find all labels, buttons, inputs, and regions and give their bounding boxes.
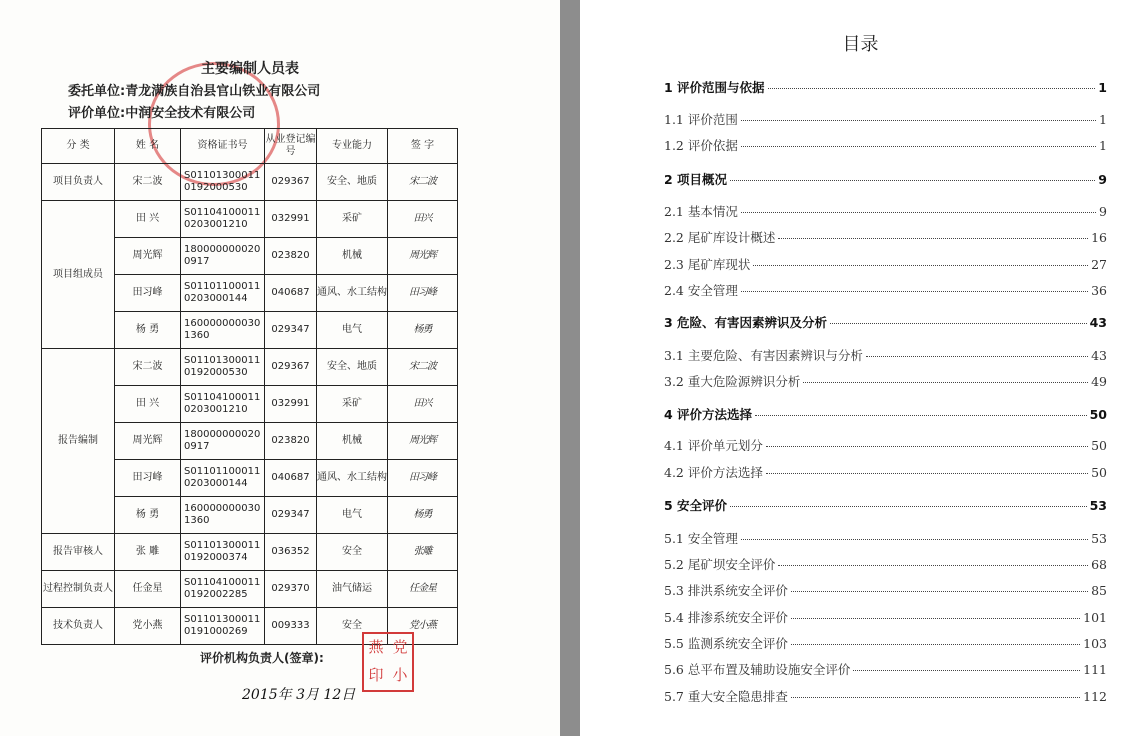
toc-page-number: 36 (1091, 283, 1107, 298)
toc-page-number: 16 (1091, 230, 1107, 245)
signature-cell: 田兴 (388, 386, 458, 423)
reg-cell: 029347 (265, 497, 317, 534)
toc-page-number: 53 (1091, 531, 1107, 546)
skill-cell: 采矿 (317, 201, 388, 238)
table-row (42, 201, 458, 238)
toc-item-title: 5 安全评价 (664, 498, 728, 513)
header-name: 姓 名 (115, 129, 181, 164)
skill-cell: 电气 (317, 497, 388, 534)
toc-leader-dots (741, 212, 1096, 213)
category-cell: 项目负责人 (42, 164, 115, 201)
toc-leader-dots (778, 238, 1088, 239)
toc-item-title: 5.7 重大安全隐患排查 (664, 689, 788, 704)
toc-item-title: 5.6 总平布置及辅助设施安全评价 (664, 662, 851, 677)
reg-cell: 023820 (265, 238, 317, 275)
skill-cell: 安全 (317, 534, 388, 571)
cert-cell: S011013000110192000374 (181, 534, 265, 571)
category-cell: 项目组成员 (42, 201, 115, 349)
cert-cell: S011041000110203001210 (181, 201, 265, 238)
name-cell: 杨 勇 (115, 497, 181, 534)
header-cert: 资格证书号 (181, 129, 265, 164)
toc-item[interactable] (664, 529, 1107, 547)
skill-cell: 采矿 (317, 386, 388, 423)
reg-cell: 029347 (265, 312, 317, 349)
reg-cell: 009333 (265, 608, 317, 645)
toc-leader-dots (741, 291, 1088, 292)
cert-cell: S011013000110192000530 (181, 164, 265, 201)
toc-page-number: 27 (1091, 257, 1107, 272)
skill-cell: 通风、水工结构 (317, 275, 388, 312)
toc-item[interactable] (664, 463, 1107, 481)
signature-cell: 宋二波 (388, 164, 458, 201)
cert-cell: 1800000000200917 (181, 238, 265, 275)
table-row (42, 534, 458, 571)
toc-page-number: 43 (1089, 315, 1107, 330)
toc-page-number: 1 (1099, 138, 1107, 153)
toc-item[interactable] (664, 608, 1107, 626)
toc-item-title: 5.5 监测系统安全评价 (664, 636, 788, 651)
footer-label: 评价机构负责人(签章): (200, 651, 324, 665)
name-cell: 任金星 (115, 571, 181, 608)
client-label: 委托单位: (68, 84, 126, 99)
skill-cell: 安全、地质 (317, 164, 388, 201)
seal-char: 党 (392, 638, 408, 656)
name-cell: 田习峰 (115, 275, 181, 312)
signature-cell: 杨勇 (388, 497, 458, 534)
toc-item-title: 2 项目概况 (664, 172, 728, 187)
reg-cell: 029370 (265, 571, 317, 608)
toc-leader-dots (791, 591, 1088, 592)
name-cell: 田 兴 (115, 201, 181, 238)
toc-item[interactable] (664, 110, 1107, 128)
toc-item[interactable] (664, 255, 1107, 273)
header-reg: 从业登记编号 (265, 129, 317, 164)
toc-item-title: 1 评价范围与依据 (664, 80, 765, 95)
toc-leader-dots (755, 415, 1087, 416)
toc-item-title: 1.1 评价范围 (664, 112, 738, 127)
reg-cell: 029367 (265, 349, 317, 386)
toc-heading[interactable] (664, 313, 1107, 331)
name-cell: 张 雕 (115, 534, 181, 571)
toc-leader-dots (730, 180, 1095, 181)
page-gap (560, 0, 580, 736)
page-title: 主要编制人员表 (201, 61, 299, 77)
category-cell: 报告审核人 (42, 534, 115, 571)
cert-cell: 1800000000200917 (181, 423, 265, 460)
toc-page-number: 85 (1091, 583, 1107, 598)
toc-item[interactable] (664, 555, 1107, 573)
skill-cell: 油气储运 (317, 571, 388, 608)
toc-item[interactable] (664, 634, 1107, 652)
evaluator-value: 中润安全技术有限公司 (125, 106, 256, 121)
toc-item-title: 4 评价方法选择 (664, 407, 753, 422)
skill-cell: 通风、水工结构 (317, 460, 388, 497)
cert-cell: 1600000000301360 (181, 312, 265, 349)
signature-cell: 宋二波 (388, 349, 458, 386)
toc-page-number: 53 (1089, 498, 1107, 513)
client-value: 青龙满族自治县官山铁业有限公司 (125, 84, 321, 99)
name-cell: 田 兴 (115, 386, 181, 423)
toc-item[interactable] (664, 687, 1107, 705)
toc-item[interactable] (664, 372, 1107, 390)
name-cell: 宋二波 (115, 164, 181, 201)
cert-cell: S011013000110191000269 (181, 608, 265, 645)
reg-cell: 032991 (265, 386, 317, 423)
toc-item-title: 5.1 安全管理 (664, 531, 738, 546)
evaluator-line (68, 102, 255, 121)
toc-page-number: 49 (1091, 374, 1107, 389)
staff-page (0, 0, 560, 736)
toc-leader-dots (741, 120, 1096, 121)
toc-page-number: 101 (1083, 610, 1107, 625)
toc-leader-dots (791, 644, 1080, 645)
reg-cell: 036352 (265, 534, 317, 571)
toc-page-number: 1 (1099, 112, 1107, 127)
name-cell: 田习峰 (115, 460, 181, 497)
reg-cell: 023820 (265, 423, 317, 460)
signature-cell: 田兴 (388, 201, 458, 238)
reg-cell: 040687 (265, 275, 317, 312)
signature-cell: 周光辉 (388, 238, 458, 275)
toc-leader-dots (766, 473, 1088, 474)
toc-item-title: 2.3 尾矿库现状 (664, 257, 751, 272)
name-cell: 党小燕 (115, 608, 181, 645)
header-signature: 签 字 (388, 129, 458, 164)
toc-leader-dots (741, 146, 1096, 147)
toc-page-number: 111 (1083, 662, 1107, 677)
cert-cell: S011011000110203000144 (181, 460, 265, 497)
toc-page-number: 112 (1083, 689, 1107, 704)
toc-leader-dots (741, 539, 1088, 540)
toc-item[interactable] (664, 228, 1107, 246)
seal-char: 印 (368, 666, 384, 684)
sign-date: 2015年 3月 12日 (242, 687, 356, 703)
header-category: 分 类 (42, 129, 115, 164)
skill-cell: 机械 (317, 423, 388, 460)
name-cell: 周光辉 (115, 238, 181, 275)
personal-seal (362, 632, 414, 692)
category-cell: 报告编制 (42, 349, 115, 534)
cert-cell: S011041000110203001210 (181, 386, 265, 423)
toc-leader-dots (778, 565, 1088, 566)
toc-page-number: 50 (1089, 407, 1107, 422)
toc-item-title: 5.3 排洪系统安全评价 (664, 583, 788, 598)
toc-item-title: 5.4 排渗系统安全评价 (664, 610, 788, 625)
name-cell: 杨 勇 (115, 312, 181, 349)
toc-page-number: 50 (1091, 465, 1107, 480)
toc-item-title: 5.2 尾矿坝安全评价 (664, 557, 776, 572)
category-cell: 过程控制负责人 (42, 571, 115, 608)
toc-leader-dots (791, 618, 1080, 619)
name-cell: 宋二波 (115, 349, 181, 386)
toc-leader-dots (730, 506, 1087, 507)
toc-page-number: 1 (1098, 80, 1107, 95)
toc-item-title: 1.2 评价依据 (664, 138, 738, 153)
toc-page-number: 9 (1098, 172, 1107, 187)
table-row (42, 164, 458, 201)
toc-page (580, 0, 1141, 736)
toc-item[interactable] (664, 581, 1107, 599)
toc-item-title: 4.2 评价方法选择 (664, 465, 763, 480)
toc-page-number: 9 (1099, 204, 1107, 219)
signature-cell: 周光辉 (388, 423, 458, 460)
cert-cell: S011013000110192000530 (181, 349, 265, 386)
toc-leader-dots (853, 670, 1080, 671)
toc-heading[interactable] (664, 496, 1107, 514)
toc-leader-dots (768, 88, 1096, 89)
table-row (42, 571, 458, 608)
table-row (42, 349, 458, 386)
seal-char: 燕 (368, 638, 384, 656)
toc-leader-dots (803, 382, 1088, 383)
staff-table (41, 128, 458, 645)
toc-heading[interactable] (664, 78, 1107, 96)
toc-item-title: 2.4 安全管理 (664, 283, 738, 298)
client-line (68, 80, 320, 99)
cert-cell: S011041000110192002285 (181, 571, 265, 608)
skill-cell: 机械 (317, 238, 388, 275)
signature-cell: 田习峰 (388, 460, 458, 497)
skill-cell: 电气 (317, 312, 388, 349)
toc-item[interactable] (664, 346, 1107, 364)
skill-cell: 安全 (317, 608, 388, 645)
toc-item[interactable] (664, 281, 1107, 299)
signature-cell: 杨勇 (388, 312, 458, 349)
toc-item-title: 2.2 尾矿库设计概述 (664, 230, 776, 245)
toc-item[interactable] (664, 660, 1107, 678)
toc-leader-dots (753, 265, 1088, 266)
toc-page-number: 43 (1091, 348, 1107, 363)
toc-item-title: 2.1 基本情况 (664, 204, 738, 219)
category-cell: 技术负责人 (42, 608, 115, 645)
toc-page-number: 68 (1091, 557, 1107, 572)
toc-heading[interactable] (664, 170, 1107, 188)
toc-leader-dots (830, 323, 1087, 324)
skill-cell: 安全、地质 (317, 349, 388, 386)
toc-title: 目录 (842, 34, 879, 55)
toc-leader-dots (866, 356, 1088, 357)
name-cell: 周光辉 (115, 423, 181, 460)
table-header-row (42, 129, 458, 164)
cert-cell: S011011000110203000144 (181, 275, 265, 312)
toc-page-number: 103 (1083, 636, 1107, 651)
toc-item[interactable] (664, 436, 1107, 454)
evaluator-label: 评价单位: (68, 106, 126, 121)
toc-heading[interactable] (664, 405, 1107, 423)
header-skill: 专业能力 (317, 129, 388, 164)
toc-item-title: 4.1 评价单元划分 (664, 438, 763, 453)
seal-char: 小 (392, 666, 408, 684)
toc-item[interactable] (664, 202, 1107, 220)
reg-cell: 029367 (265, 164, 317, 201)
signature-cell: 张雕 (388, 534, 458, 571)
signature-cell: 党小燕 (388, 608, 458, 645)
reg-cell: 040687 (265, 460, 317, 497)
toc-item-title: 3.2 重大危险源辨识分析 (664, 374, 801, 389)
toc-leader-dots (766, 446, 1088, 447)
reg-cell: 032991 (265, 201, 317, 238)
toc-page-number: 50 (1091, 438, 1107, 453)
signature-cell: 田习峰 (388, 275, 458, 312)
signature-cell: 任金星 (388, 571, 458, 608)
toc-item[interactable] (664, 136, 1107, 154)
toc-item-title: 3.1 主要危险、有害因素辨识与分析 (664, 348, 863, 363)
toc-leader-dots (791, 697, 1080, 698)
cert-cell: 1600000000301360 (181, 497, 265, 534)
toc-item-title: 3 危险、有害因素辨识及分析 (664, 315, 828, 330)
